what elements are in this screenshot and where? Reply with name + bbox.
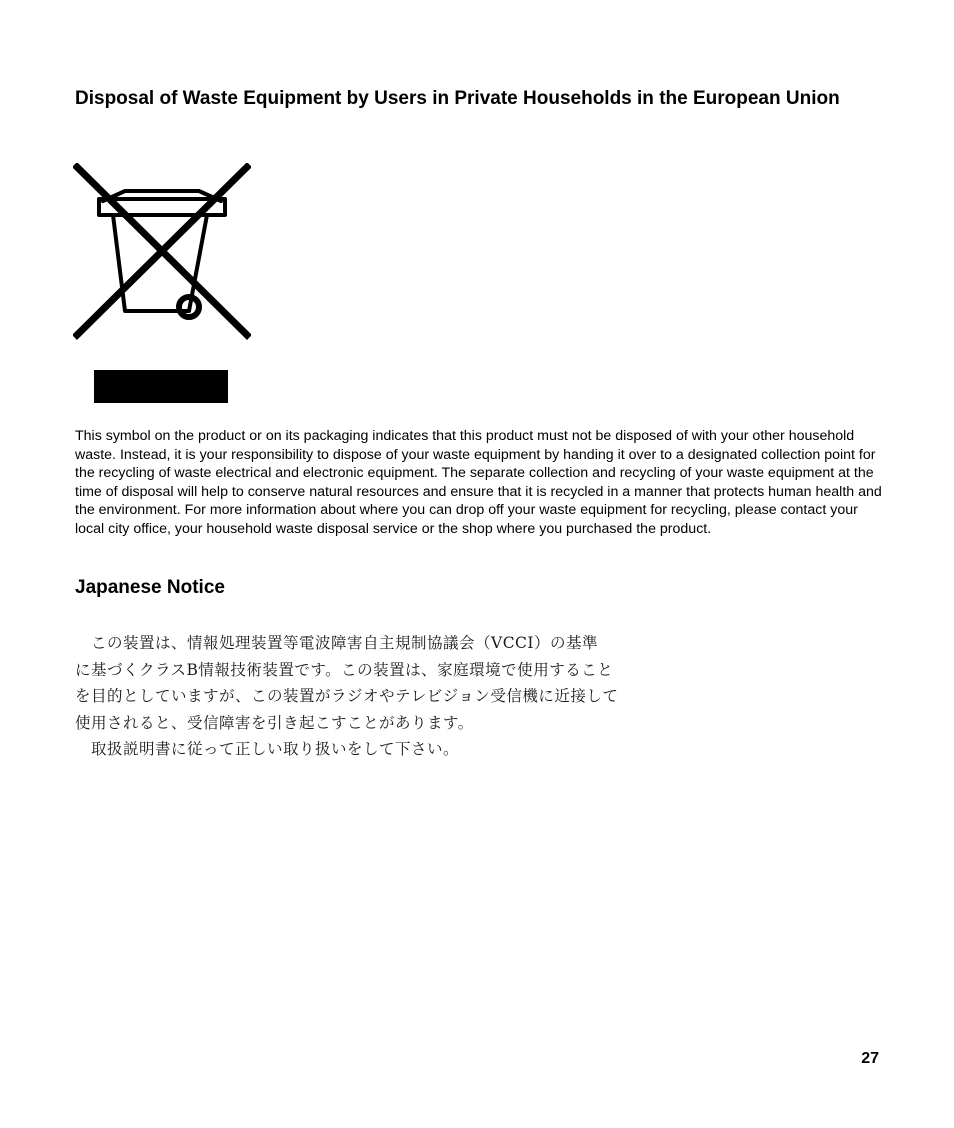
page-number: 27 bbox=[861, 1050, 879, 1067]
jp-line: 使用されると、受信障害を引き起こすことがあります。 bbox=[75, 713, 474, 732]
crossed-out-wheelie-bin-icon bbox=[73, 163, 251, 341]
jp-line: 取扱説明書に従って正しい取り扱いをして下さい。 bbox=[91, 740, 460, 758]
jp-line: を目的としていますが、この装置がラジオやテレビジョン受信機に近接して bbox=[75, 687, 619, 705]
weee-body-text: This symbol on the product or on its packaging indicates that this product must not be disposed of with your other household waste. Instead, it is your responsibility to dispose of your waste equipment by handing it over to a designated collection point for the recycling of waste electrical and electronic equipment. The separate collection and recycling of your waste equipment at the time of disposal will help to conserve natural resources and ensure that it is recycled in a manner that protects human health and the environment. For more information about where you can drop off your waste equipment for recycling, please contact your local city office, your household waste disposal service or the shop where you purchased the product. bbox=[75, 428, 882, 537]
jp-line: この装置は、情報処理装置等電波障害自主規制協議会（VCCI）の基準 bbox=[91, 634, 599, 652]
weee-heading: Disposal of Waste Equipment by Users in Private Households in the European Union bbox=[75, 88, 840, 109]
japanese-notice-heading: Japanese Notice bbox=[75, 577, 225, 598]
jp-line: に基づくクラスB情報技術装置です。この装置は、家庭環境で使用すること bbox=[75, 660, 614, 679]
japanese-notice-text bbox=[75, 630, 635, 763]
black-bar bbox=[94, 370, 228, 403]
